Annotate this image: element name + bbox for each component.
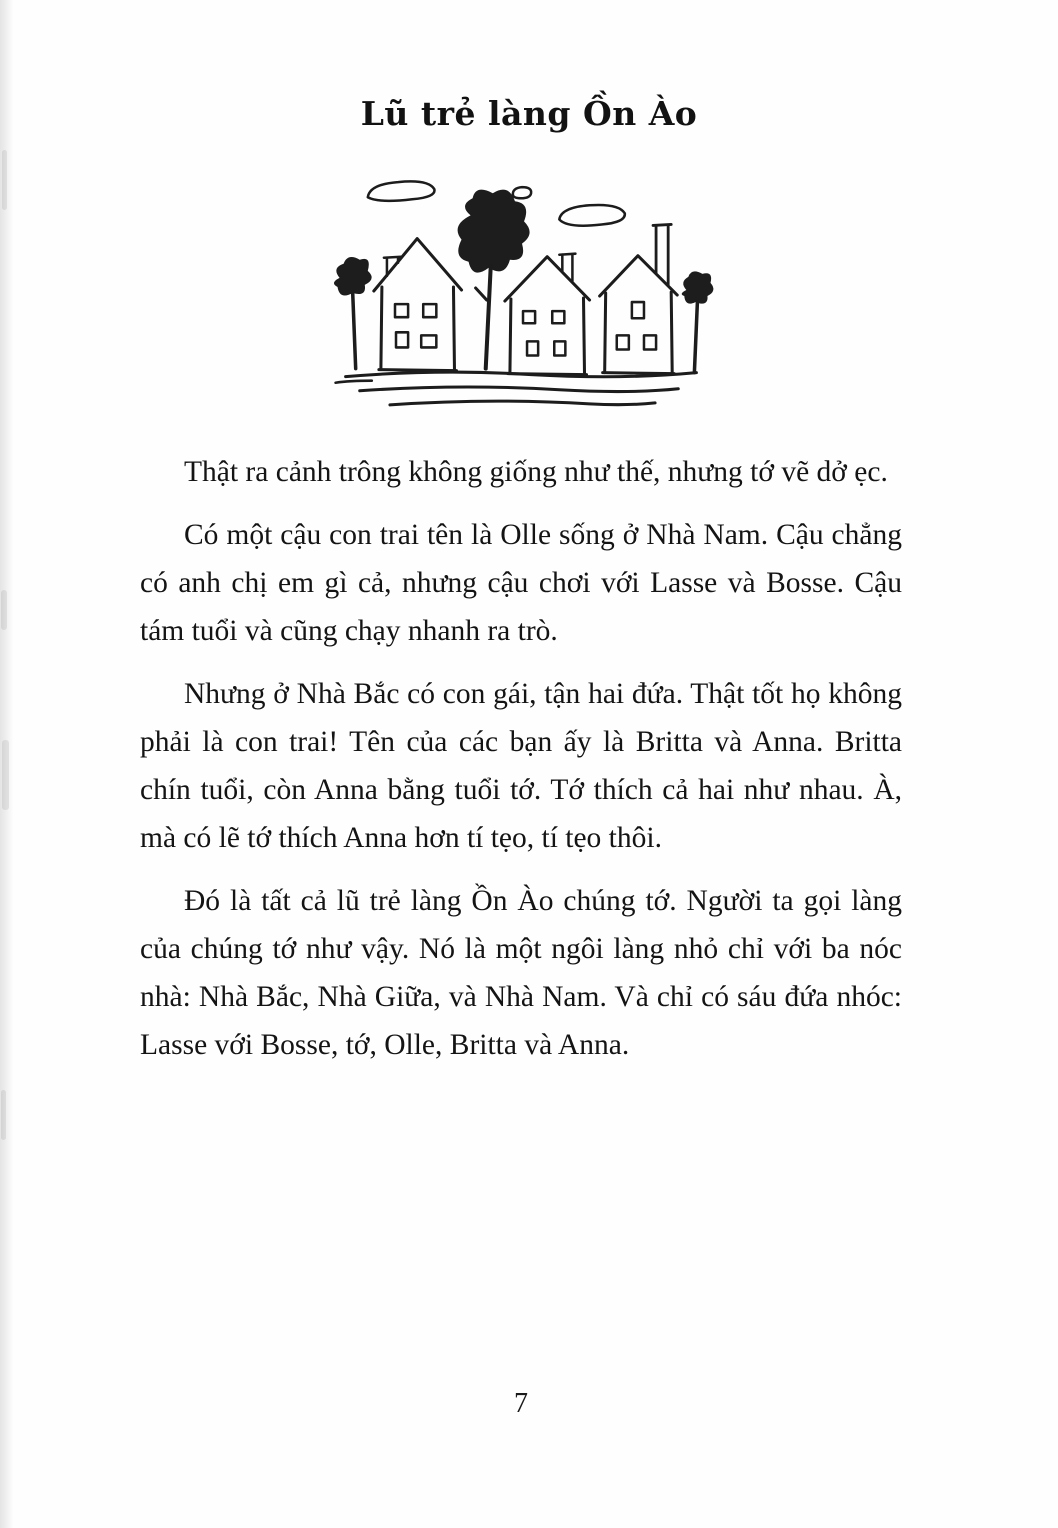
house-left-icon xyxy=(374,239,462,371)
scan-artifact xyxy=(1,590,7,630)
paragraph: Đó là tất cả lũ trẻ làng Ồn Ào chúng tớ. Người ta gọi làng của chúng tớ như vậy. Nó là một ngôi làng nhỏ chỉ với ba nóc nhà: Nhà Bắc, Nhà Giữa, và Nhà Nam. Và chỉ có sáu đứa nhóc: Lasse với Bosse, tớ, Olle, Britta và Anna. xyxy=(140,885,902,1061)
scan-artifact xyxy=(2,150,7,210)
scan-artifact xyxy=(1,1090,6,1140)
cloud-small-icon xyxy=(513,187,531,198)
paragraph: Có một cậu con trai tên là Olle sống ở Nhà Nam. Cậu chẳng có anh chị em gì cả, nhưng cậu chơi với Lasse và Bosse. Cậu tám tuổi và cũng chạy nhanh ra trò. xyxy=(140,519,902,647)
tree-small-left-icon xyxy=(334,257,372,369)
tree-small-right-icon xyxy=(682,271,714,372)
ground-lines-icon xyxy=(336,372,697,405)
house-middle-icon xyxy=(505,254,590,375)
cloud-right-icon xyxy=(559,205,625,226)
village-sketch-illustration xyxy=(319,167,723,419)
paragraph: Thật ra cảnh trông không giống như thế, nhưng tớ vẽ dở ẹc. xyxy=(184,456,888,488)
tree-large-icon xyxy=(458,190,530,369)
body-text xyxy=(140,448,902,1069)
paragraph: Nhưng ở Nhà Bắc có con gái, tận hai đứa. Thật tốt họ không phải là con trai! Tên của các bạn ấy là Britta và Anna. Britta chín tuổi, còn Anna bằng tuổi tớ. Tớ thích cả hai như nhau. À, mà có lẽ tớ thích Anna hơn tí tẹo, tí tẹo thôi. xyxy=(140,678,902,854)
scan-artifact xyxy=(2,740,9,810)
chapter-illustration xyxy=(140,167,902,424)
book-title-header: Lũ trẻ làng Ồn Ào xyxy=(360,94,698,133)
cloud-left-icon xyxy=(368,181,435,200)
house-right-icon xyxy=(600,224,678,373)
page-number: 7 xyxy=(514,1388,528,1419)
